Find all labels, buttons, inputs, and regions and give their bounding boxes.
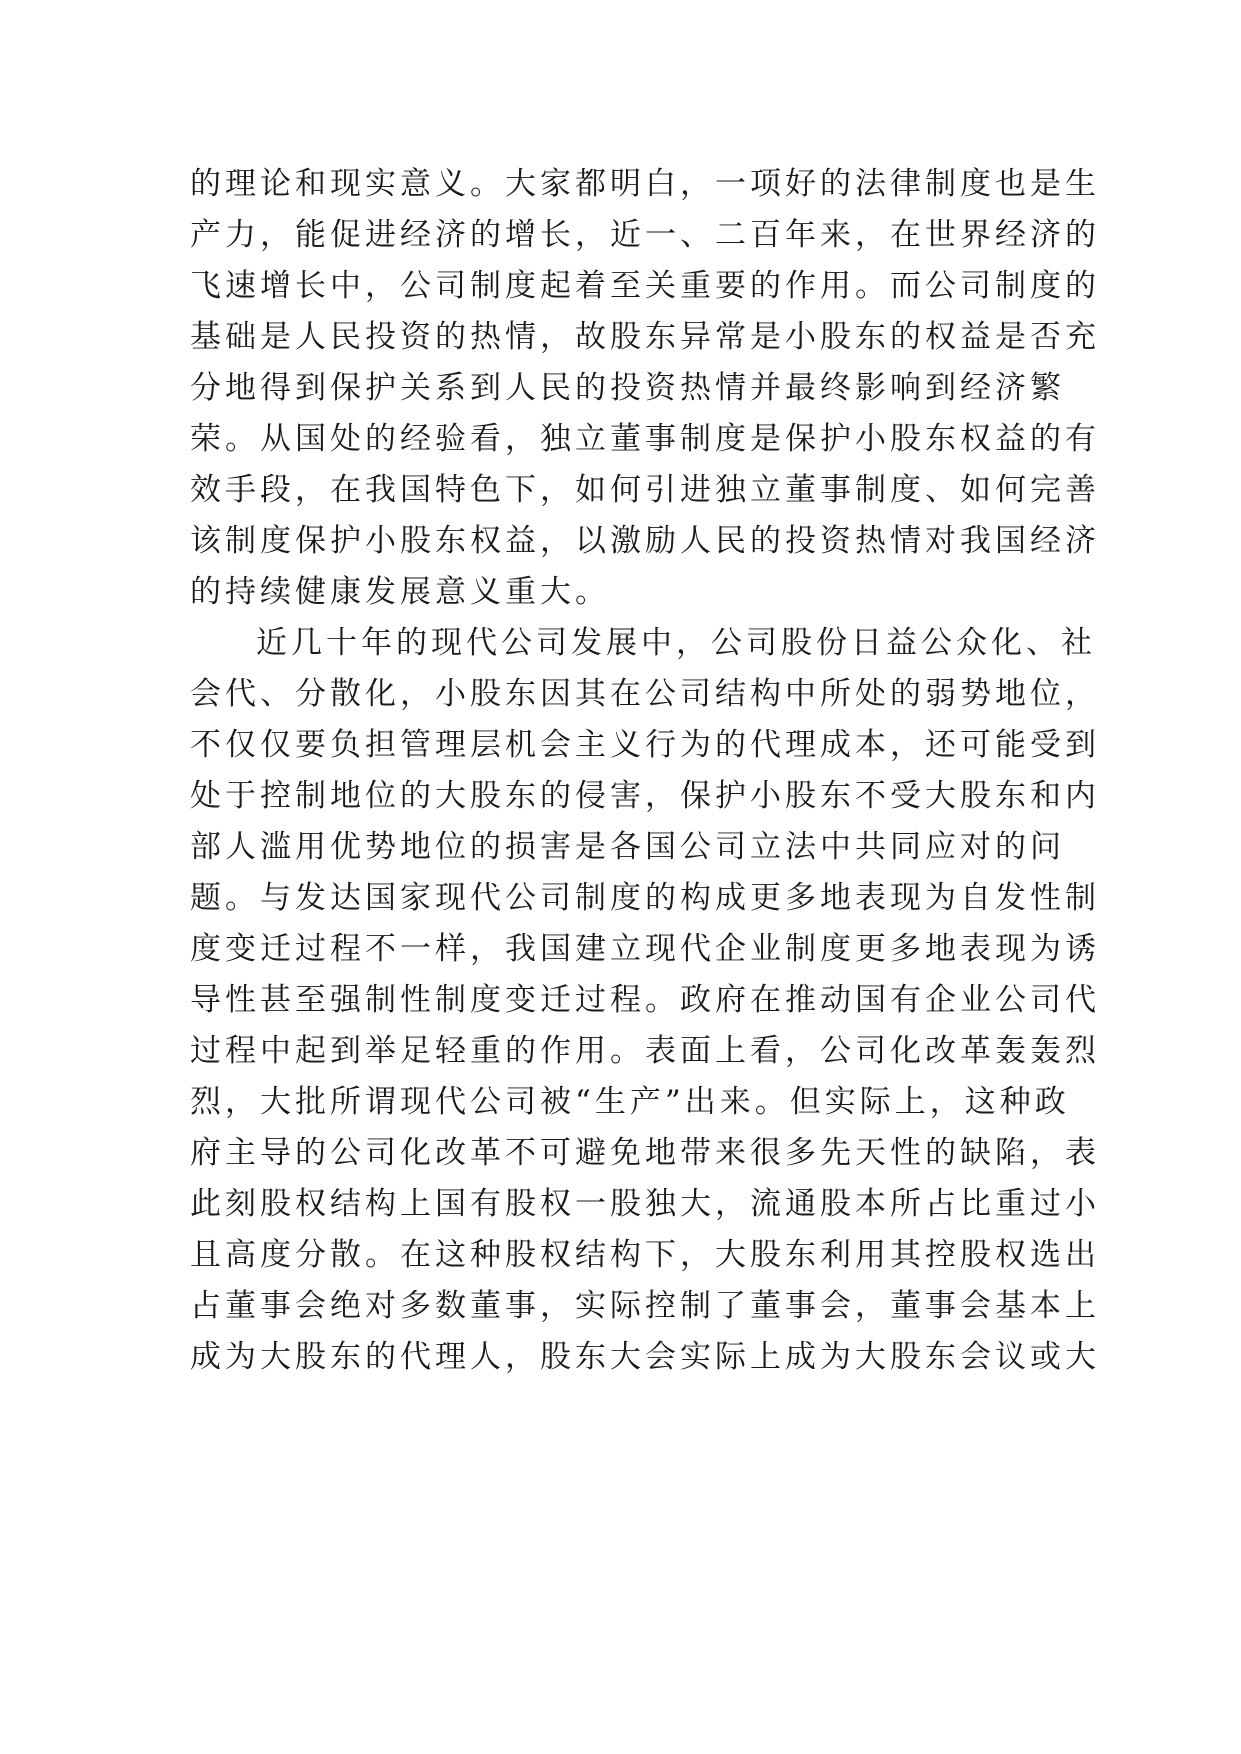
text-line: 会代、分散化，小股东因其在公司结构中所处的弱势地位，: [190, 676, 1100, 712]
text-line: 烈，大批所谓现代公司被“生产”出来。但实际上，这种政: [190, 1084, 1070, 1120]
text-line: 效手段，在我国特色下，如何引进独立董事制度、如何完善: [190, 472, 1100, 508]
text-line: 不仅仅要负担管理层机会主义行为的代理成本，还可能受到: [190, 727, 1100, 763]
text-line: 的理论和现实意义。大家都明白，一项好的法律制度也是生: [190, 166, 1100, 202]
text-line: 此刻股权结构上国有股权一股独大，流通股本所占比重过小: [190, 1186, 1100, 1222]
text-line: 导性甚至强制性制度变迁过程。政府在推动国有企业公司代: [190, 982, 1100, 1018]
text-line: 部人滥用优势地位的损害是各国公司立法中共同应对的问: [190, 829, 1065, 865]
paragraph-first-line: 近几十年的现代公司发展中，公司股份日益公众化、社: [256, 625, 1096, 661]
text-line: 的持续健康发展意义重大。: [190, 574, 610, 610]
text-line: 府主导的公司化改革不可避免地带来很多先天性的缺陷，表: [190, 1135, 1100, 1171]
text-line: 处于控制地位的大股东的侵害，保护小股东不受大股东和内: [190, 778, 1100, 814]
text-line: 产力，能促进经济的增长，近一、二百年来，在世界经济的: [190, 217, 1100, 253]
text-line: 占董事会绝对多数董事，实际控制了董事会，董事会基本上: [190, 1288, 1100, 1324]
text-line: 过程中起到举足轻重的作用。表面上看，公司化改革轰轰烈: [190, 1033, 1100, 1069]
text-line: 基础是人民投资的热情，故股东异常是小股东的权益是否充: [190, 319, 1100, 355]
text-line: 成为大股东的代理人，股东大会实际上成为大股东会议或大: [190, 1339, 1100, 1375]
text-line: 度变迁过程不一样，我国建立现代企业制度更多地表现为诱: [190, 931, 1100, 967]
text-line: 分地得到保护关系到人民的投资热情并最终影响到经济繁: [190, 370, 1065, 406]
text-line: 飞速增长中，公司制度起着至关重要的作用。而公司制度的: [190, 268, 1100, 304]
text-line: 该制度保护小股东权益，以激励人民的投资热情对我国经济: [190, 523, 1100, 559]
body-text: [190, 159, 1100, 1383]
text-line: 荣。从国处的经验看，独立董事制度是保护小股东权益的有: [190, 421, 1100, 457]
text-line: 题。与发达国家现代公司制度的构成更多地表现为自发性制: [190, 880, 1100, 916]
text-line: 且高度分散。在这种股权结构下，大股东利用其控股权选出: [190, 1237, 1100, 1273]
